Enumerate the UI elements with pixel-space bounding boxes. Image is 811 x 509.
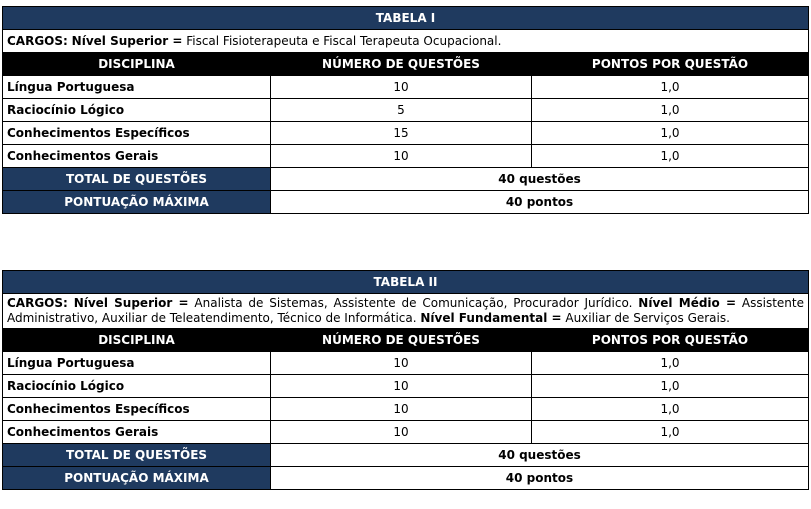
pontos-cell: 1,0 bbox=[532, 398, 809, 421]
questoes-cell: 10 bbox=[271, 421, 532, 444]
pontos-cell: 1,0 bbox=[532, 99, 809, 122]
questoes-cell: 10 bbox=[271, 375, 532, 398]
table-title: TABELA I bbox=[3, 7, 809, 30]
table-title: TABELA II bbox=[3, 271, 809, 294]
total-value: 40 questões bbox=[271, 444, 809, 467]
questoes-cell: 15 bbox=[271, 122, 532, 145]
pontos-cell: 1,0 bbox=[532, 76, 809, 99]
max-value: 40 pontos bbox=[271, 191, 809, 214]
total-label: TOTAL DE QUESTÕES bbox=[3, 168, 271, 191]
header-numero-questoes: NÚMERO DE QUESTÕES bbox=[271, 53, 532, 76]
table-row bbox=[3, 398, 809, 421]
questoes-cell: 10 bbox=[271, 398, 532, 421]
disciplina-cell: Raciocínio Lógico bbox=[3, 99, 271, 122]
header-pontos-questao: PONTOS POR QUESTÃO bbox=[532, 53, 809, 76]
table-row bbox=[3, 122, 809, 145]
cargos-text: Assistente Administrativo, Auxiliar de Teleatendimento, Técnico de Informática. bbox=[7, 296, 805, 325]
header-disciplina: DISCIPLINA bbox=[3, 53, 271, 76]
table-row bbox=[3, 99, 809, 122]
tabela-1 bbox=[2, 6, 809, 214]
table-row bbox=[3, 145, 809, 168]
cargos-text: Fiscal Fisioterapeuta e Fiscal Terapeuta Ocupacional. bbox=[182, 34, 502, 48]
table-row bbox=[3, 352, 809, 375]
pontos-cell: 1,0 bbox=[532, 122, 809, 145]
header-numero-questoes: NÚMERO DE QUESTÕES bbox=[271, 329, 532, 352]
max-label: PONTUAÇÃO MÁXIMA bbox=[3, 191, 271, 214]
total-label: TOTAL DE QUESTÕES bbox=[3, 444, 271, 467]
disciplina-cell: Conhecimentos Gerais bbox=[3, 421, 271, 444]
questoes-cell: 5 bbox=[271, 99, 532, 122]
header-disciplina: DISCIPLINA bbox=[3, 329, 271, 352]
questoes-cell: 10 bbox=[271, 352, 532, 375]
tabela-2 bbox=[2, 270, 809, 490]
table-row bbox=[3, 375, 809, 398]
table-row bbox=[3, 421, 809, 444]
cargos-level: Nível Superior = bbox=[73, 296, 189, 310]
cargos-line bbox=[3, 294, 809, 329]
cargos-label: CARGOS: bbox=[7, 296, 68, 310]
questoes-cell: 10 bbox=[271, 145, 532, 168]
questoes-cell: 10 bbox=[271, 76, 532, 99]
disciplina-cell: Conhecimentos Gerais bbox=[3, 145, 271, 168]
cargos-text: Auxiliar de Serviços Gerais. bbox=[561, 311, 730, 325]
max-value: 40 pontos bbox=[271, 467, 809, 490]
header-pontos-questao: PONTOS POR QUESTÃO bbox=[532, 329, 809, 352]
disciplina-cell: Língua Portuguesa bbox=[3, 352, 271, 375]
disciplina-cell: Conhecimentos Específicos bbox=[3, 398, 271, 421]
table-row bbox=[3, 76, 809, 99]
max-label: PONTUAÇÃO MÁXIMA bbox=[3, 467, 271, 490]
cargos-level: Nível Superior = bbox=[71, 34, 183, 48]
cargos-line bbox=[3, 30, 809, 53]
total-value: 40 questões bbox=[271, 168, 809, 191]
pontos-cell: 1,0 bbox=[532, 352, 809, 375]
cargos-label: CARGOS: bbox=[7, 34, 68, 48]
cargos-level: Nível Médio = bbox=[638, 296, 737, 310]
pontos-cell: 1,0 bbox=[532, 375, 809, 398]
pontos-cell: 1,0 bbox=[532, 145, 809, 168]
disciplina-cell: Conhecimentos Específicos bbox=[3, 122, 271, 145]
disciplina-cell: Língua Portuguesa bbox=[3, 76, 271, 99]
cargos-text: Analista de Sistemas, Assistente de Comunicação, Procurador Jurídico. bbox=[188, 296, 639, 310]
disciplina-cell: Raciocínio Lógico bbox=[3, 375, 271, 398]
pontos-cell: 1,0 bbox=[532, 421, 809, 444]
cargos-level: Nível Fundamental = bbox=[420, 311, 562, 325]
